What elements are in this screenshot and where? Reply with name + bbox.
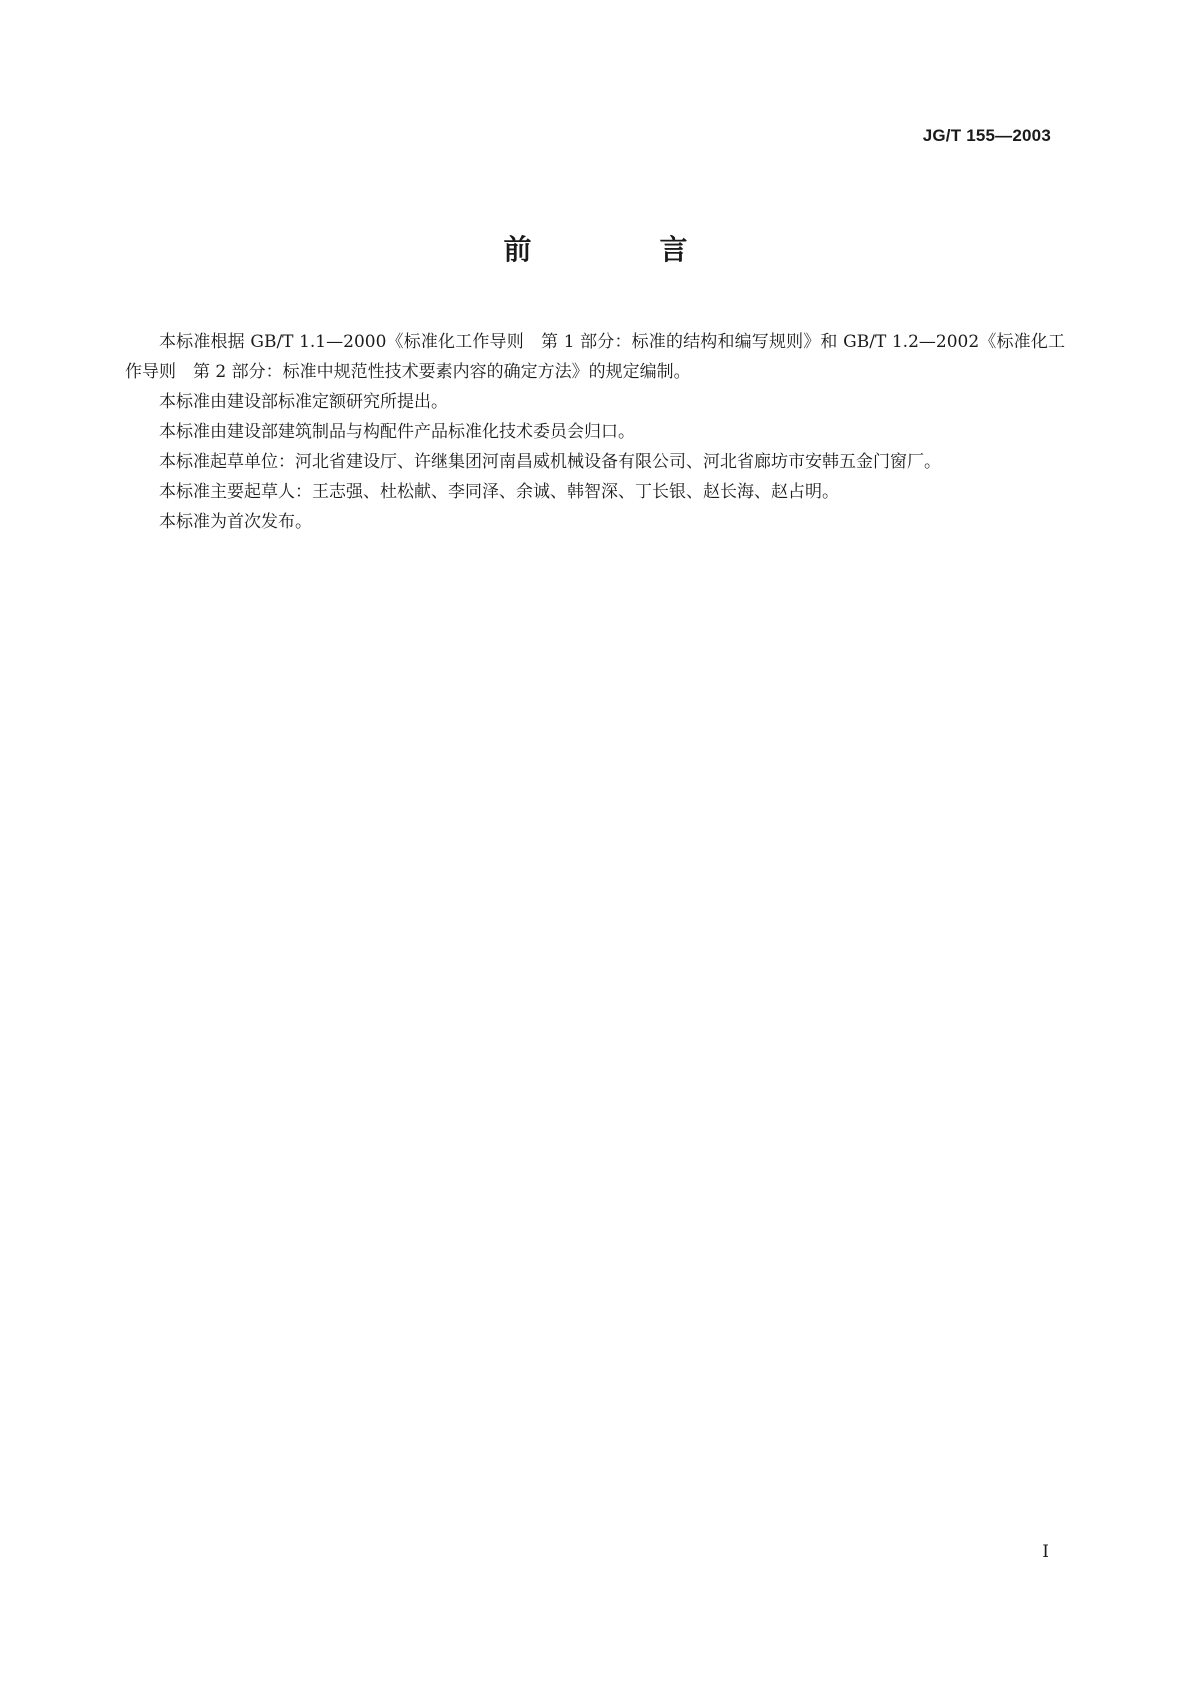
paragraph-drafting-units: 本标准起草单位：河北省建设厅、许继集团河南昌威机械设备有限公司、河北省廊坊市安韩五金门窗厂。 bbox=[159, 452, 941, 472]
standard-code: JG/T 155—2003 bbox=[922, 126, 1051, 145]
paragraph-basis: 本标准根据 GB/T 1.1—2000《标准化工作导则 第 1 部分：标准的结构和编写规则》和 GB/T 1.2—2002《标准化工作导则 第 2 部分：标准中规范性技术要素内容的确定方法》的规定编制。 bbox=[125, 332, 1065, 382]
page-number: I bbox=[1042, 1542, 1049, 1562]
paragraph-first-release: 本标准为首次发布。 bbox=[159, 512, 312, 532]
paragraph-committee: 本标准由建设部建筑制品与构配件产品标准化技术委员会归口。 bbox=[159, 422, 635, 442]
foreword-body bbox=[125, 327, 1065, 537]
paragraph-drafters: 本标准主要起草人：王志强、杜松献、李同泽、余诚、韩智深、丁长银、赵长海、赵占明。 bbox=[159, 482, 839, 502]
page-title: 前 言 bbox=[503, 233, 738, 266]
paragraph-proposer: 本标准由建设部标准定额研究所提出。 bbox=[159, 392, 448, 412]
